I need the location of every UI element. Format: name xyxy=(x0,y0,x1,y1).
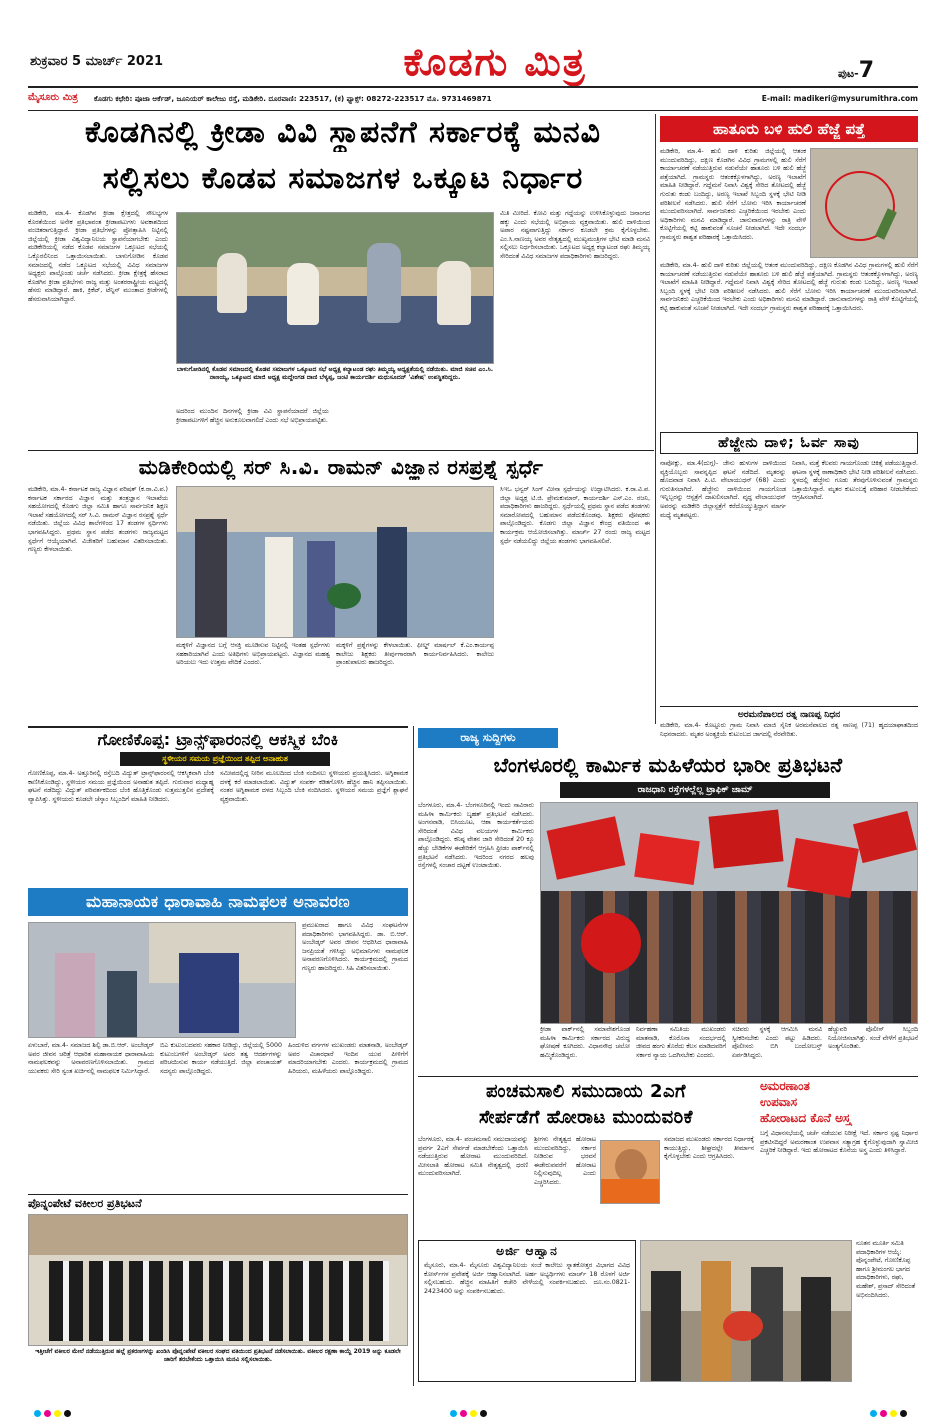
state-news-subhead: ರಾಜಧಾನಿ ರಸ್ತೆಗಳಲ್ಲೆಲ್ಲ ಟ್ರಾಫಿಕ್ ಜಾಮ್ xyxy=(637,785,753,795)
quiz-top-rule xyxy=(28,450,654,451)
page-label: ಪುಟ- xyxy=(838,67,859,80)
panchamasali-headline-1: ಪಂಚಮಸಾಲಿ ಸಮುದಾಯ 2ಎಗೆ xyxy=(485,1081,687,1102)
black-dot xyxy=(900,1410,907,1417)
obituary-rule xyxy=(660,706,918,707)
ponnampet-headline: ಪೊನ್ನಂಪೇಟೆ ವಕೀಲರ ಪ್ರತಿಭಟನೆ xyxy=(28,1197,142,1210)
page-number-label xyxy=(838,58,874,83)
gonikoppa-subhead: ಸ್ಥಳೀಯರ ಸಮಯ ಪ್ರಜ್ಞೆಯಿಂದ ತಪ್ಪಿದ ಅನಾಹುತ xyxy=(162,754,288,763)
masthead-rule-2 xyxy=(28,110,918,111)
ponnampet-rule xyxy=(28,1194,408,1195)
ponnampet-photo xyxy=(28,1214,408,1346)
tiger-body-1: ಮಡಿಕೇರಿ, ಮಾ.4- ಹುಲಿ ದಾಳಿ ಕುರಿತು ಜಿಲ್ಲೆಯಲ್ಲಿ ಆತಂಕ ಮುಂದುವರಿದಿದ್ದು, ದಕ್ಷಿಣ ಕೊಡಗಿನ ವಿವಿಧ ಗ್ರಾಮಗಳಲ್ಲಿ ಹುಲಿ ಸೆರೆಗೆ ಕಾರ್ಯಾಚರಣೆ ನಡೆಯುತ್ತಿರುವ ನಡುವೆಯೇ ಹಾತೂರು ಬಳಿ ಹುಲಿ ಹೆಜ್ಜೆ ಪತ್ತೆಯಾಗಿದೆ. ಗ್ರಾಮಸ್ಥರು ಆತಂಕಕ್ಕೊಳಗಾಗಿದ್ದು, ಅರಣ್ಯ ಇಲಾಖೆಗೆ ಮಾಹಿತಿ ನೀಡಿದ್ದಾರೆ. ಗದ್ದೆಮನೆ ನಿವಾಸಿ ವಿಶ್ವಕ್ಕೆ ಸೇರಿದ ತೋಟದಲ್ಲಿ ಹೆಜ್ಜೆ ಗುರುತು ಕಂಡು ಬಂದಿದ್ದು, ಅರಣ್ಯ ಇಲಾಖೆ ಸಿಬ್ಬಂದಿ ಸ್ಥಳಕ್ಕೆ ಭೇಟಿ ನೀಡಿ ಪರಿಶೀಲನೆ ನಡೆಸಿದರು. ಹುಲಿ ಸೆರೆಗೆ ಬೋನು ಇರಿಸಿ ಕಾರ್ಯಾಚರಣೆ ಮುಂದುವರಿಸಲಾಗಿದೆ. ಸಾರ್ವಜನಿಕರು ಎಚ್ಚರಿಕೆಯಿಂದ ಇರಬೇಕು ಎಂದು ಅಧಿಕಾರಿಗಳು ಮನವಿ ಮಾಡಿದ್ದಾರೆ. ಜಾನುವಾರುಗಳನ್ನು ರಾತ್ರಿ ವೇಳೆ ಕೊಟ್ಟಿಗೆಯಲ್ಲಿ ಕಟ್ಟಿ ಹಾಕುವಂತೆ ಸೂಚನೆ ನೀಡಲಾಗಿದೆ. ಇದೇ ಸಂದರ್ಭ ಗ್ರಾಮಸ್ಥರು ಶಾಶ್ವತ ಪರಿಹಾರಕ್ಕೆ ಒತ್ತಾಯಿಸಿದರು. xyxy=(660,148,806,241)
tiger-body-2: ಮಡಿಕೇರಿ, ಮಾ.4- ಹುಲಿ ದಾಳಿ ಕುರಿತು ಜಿಲ್ಲೆಯಲ್ಲಿ ಆತಂಕ ಮುಂದುವರಿದಿದ್ದು, ದಕ್ಷಿಣ ಕೊಡಗಿನ ವಿವಿಧ ಗ್ರಾಮಗಳಲ್ಲಿ ಹುಲಿ ಸೆರೆಗೆ ಕಾರ್ಯಾಚರಣೆ ನಡೆಯುತ್ತಿರುವ ನಡುವೆಯೇ ಹಾತೂರು ಬಳಿ ಹುಲಿ ಹೆಜ್ಜೆ ಪತ್ತೆಯಾಗಿದೆ. ಗ್ರಾಮಸ್ಥರು ಆತಂಕಕ್ಕೊಳಗಾಗಿದ್ದು, ಅರಣ್ಯ ಇಲಾಖೆಗೆ ಮಾಹಿತಿ ನೀಡಿದ್ದಾರೆ. ಗದ್ದೆಮನೆ ನಿವಾಸಿ ವಿಶ್ವಕ್ಕೆ ಸೇರಿದ ತೋಟದಲ್ಲಿ ಹೆಜ್ಜೆ ಗುರುತು ಕಂಡು ಬಂದಿದ್ದು, ಅರಣ್ಯ ಇಲಾಖೆ ಸಿಬ್ಬಂದಿ ಸ್ಥಳಕ್ಕೆ ಭೇಟಿ ನೀಡಿ ಪರಿಶೀಲನೆ ನಡೆಸಿದರು. ಹುಲಿ ಸೆರೆಗೆ ಬೋನು ಇರಿಸಿ ಕಾರ್ಯಾಚರಣೆ ಮುಂದುವರಿಸಲಾಗಿದೆ. ಸಾರ್ವಜನಿಕರು ಎಚ್ಚರಿಕೆಯಿಂದ ಇರಬೇಕು ಎಂದು ಅಧಿಕಾರಿಗಳು ಮನವಿ ಮಾಡಿದ್ದಾರೆ. ಜಾನುವಾರುಗಳನ್ನು ರಾತ್ರಿ ವೇಳೆ ಕೊಟ್ಟಿಗೆಯಲ್ಲಿ ಕಟ್ಟಿ ಹಾಕುವಂತೆ ಸೂಚನೆ ನೀಡಲಾಗಿದೆ. ಇದೇ ಸಂದರ್ಭ ಗ್ರಾಮಸ್ಥರು ಶಾಶ್ವತ ಪರಿಹಾರಕ್ಕೆ ಒತ್ತಾಯಿಸಿದರು. xyxy=(660,262,918,312)
quiz-body-left: ಮಡಿಕೇರಿ, ಮಾ.4- ಕರ್ನಾಟಕ ರಾಜ್ಯ ವಿಜ್ಞಾನ ಪರಿಷತ್ (ಕ.ರಾ.ವಿ.ಪ.) ಕರ್ನಾಟಕ ಸರ್ಕಾರದ ವಿಜ್ಞಾನ ಮತ್ತು ತಂತ್ರಜ್ಞಾನ ಇಲಾಖೆಯ ಸಹಯೋಗದಲ್ಲಿ ಕೊಡಗು ಜಿಲ್ಲಾ ಸಮಿತಿ ಹಾಗೂ ಸಾರ್ವಜನಿಕ ಶಿಕ್ಷಣ ಇಲಾಖೆ ಸಹಯೋಗದಲ್ಲಿ ಸರ್ ಸಿ.ವಿ. ರಾಮನ್ ವಿಜ್ಞಾನ ರಸಪ್ರಶ್ನೆ ಸ್ಪರ್ಧೆ ನಡೆಯಿತು. ಜಿಲ್ಲೆಯ ವಿವಿಧ ಶಾಲೆಗಳಿಂದ 17 ತಂಡಗಳ ಸ್ಪರ್ಧಿಗಳು ಭಾಗವಹಿಸಿದ್ದರು. ಪ್ರಥಮ ಸ್ಥಾನ ಪಡೆದ ತಂಡಗಳು ರಾಜ್ಯಮಟ್ಟದ ಸ್ಪರ್ಧೆಗೆ ಆಯ್ಕೆಯಾಗಿವೆ. ವಿಜೇತರಿಗೆ ಬಹುಮಾನ ವಿತರಿಸಲಾಯಿತು. ಗಣ್ಯರು ಕೇಳಲಾಯಿತು. xyxy=(28,486,168,554)
gonikoppa-body-left: ಗೋಣಿಕೊಪ್ಪ, ಮಾ.4- ಅತ್ತೂರಿನಲ್ಲಿ ರಸ್ತೆಬದಿ ವಿದ್ಯುತ್ ಟ್ರಾನ್ಸ್‌ಫಾರಂನಲ್ಲಿ ಆಕಸ್ಮಿಕವಾಗಿ ಬೆಂಕಿ ಕಾಣಿಸಿಕೊಂಡಿದ್ದು, ಸ್ಥಳೀಯರ ಸಮಯ ಪ್ರಜ್ಞೆಯಿಂದ ಅನಾಹುತ ತಪ್ಪಿದೆ. ಗುರುವಾರ ಮಧ್ಯಾಹ್ನ ಘಟನೆ ನಡೆದಿದ್ದು ವಿದ್ಯುತ್ ಪರಿವರ್ತಕದಿಂದ ಬೆಂಕಿ ಹೊತ್ತಿಕೊಂಡು ಸುತ್ತಮುತ್ತಲಿನ ಪ್ರದೇಶಕ್ಕೆ ವ್ಯಾಪಿಸಿತ್ತು. ಸ್ಥಳೀಯರು ಕೂಡಲೇ ಚೆಸ್ಕಾಂ ಸಿಬ್ಬಂದಿಗೆ ಮಾಹಿತಿ ನೀಡಿದರು. xyxy=(28,770,214,803)
bee-headline: ಹೆಜ್ಜೇನು ದಾಳಿ; ಓರ್ವ ಸಾವು xyxy=(718,435,860,451)
panchamasali-rule xyxy=(418,1076,918,1077)
masthead-title: ಕೊಡಗು ಮಿತ್ರ xyxy=(403,40,587,84)
lead-photo-caption: ಬಾಳುಗೋಡಿನಲ್ಲಿ ಕೊಡವ ಸಮಾಜದಲ್ಲಿ ಕೊಡವ ಸಮಾಜಗಳ ಒಕ್ಕೂಟದ ಸಭೆ ಅಧ್ಯಕ್ಷ ಕಲ್ಯಾಟಂಡ ರಘು ತಿಮ್ಮಯ್ಯ ಅಧ್ಯಕ್ಷತೆಯಲ್ಲಿ ನಡೆಯಿತು. ಮಾಜಿ ಸಚಿವ ಎಂ.ಸಿ. ನಾಣಯ್ಯ, ಒಕ್ಕೂಟದ ಮಾಜಿ ಅಧ್ಯಕ್ಷ ಮದ್ದೇಂಗಡ ದಾಣಿ ಬೆಳ್ಯಪ್ಪ, ಜಂಟಿ ಕಾರ್ಯದರ್ಶಿ ಮಧುಸೂದನ್ 'ವಿಶೇಷ' ಉಪಸ್ಥಿತರಿದ್ದರು. xyxy=(176,366,494,382)
cyan-dot xyxy=(450,1410,457,1417)
magenta-dot xyxy=(880,1410,887,1417)
address-line: ಕೊಡಗು ಕಛೇರಿ: ಪೂಜಾ ಆರ್ಕೆಡ್, ಜೂನಿಯರ್ ಕಾಲೇಜು ರಸ್ತೆ, ಮಡಿಕೇರಿ. ದೂರವಾಣಿ: 223517, (ಕ) ಫ್ಯಾಕ್ಸ್: 08272-223517 ಮೊ. 9731469871 xyxy=(94,94,492,103)
amarnath-headline-2: ಉಪವಾಸ xyxy=(760,1095,798,1109)
column-divider xyxy=(655,114,656,724)
lead-body-bottom: ಅದರಿಂದ ಮುಂದಿನ ದಿನಗಳಲ್ಲಿ ಕ್ರೀಡಾ ವಿವಿ ಸ್ಥಾಪನೆಯಾದರೆ ಜಿಲ್ಲೆಯ ಕ್ರೀಡಾಪಟುಗಳಿಗೆ ಹೆಚ್ಚಿನ ಅನುಕೂಲವಾಗಲಿದೆ ಎಂದು ಸಭೆ ಅಭಿಪ್ರಾಯಪಟ್ಟಿತು. xyxy=(176,408,329,424)
swamiji-photo xyxy=(600,1140,660,1204)
amarnath-headline-1: ಅಮರಣಾಂತ xyxy=(760,1079,810,1093)
obituary-headline: ಅರಮನೆಪಾಲದ ರತ್ನ ನಾಣಪ್ಪ ನಿಧನ xyxy=(737,710,841,720)
gonikoppa-headline: ಗೋಣಿಕೊಪ್ಪ: ಟ್ರಾನ್ಸ್‌ಫಾರಂನಲ್ಲಿ ಆಕಸ್ಮಿಕ ಬೆಂಕಿ xyxy=(97,730,339,749)
ponnampet-caption: ಇತ್ತೀಚೆಗೆ ವಕೀಲರ ಮೇಲೆ ನಡೆಯುತ್ತಿರುವ ಹಲ್ಲೆ ಪ್ರಕರಣಗಳನ್ನು ಖಂಡಿಸಿ ಪೊನ್ನಂಪೇಟೆ ವಕೀಲರ ಸಂಘದ ವತಿಯಿಂದ ಪ್ರತಿಭಟನೆ ನಡೆಸಲಾಯಿತು. ವಕೀಲರ ರಕ್ಷಣಾ ಕಾಯ್ದೆ 2019 ಅನ್ನು ಕೂಡಲೇ ಜಾರಿಗೆ ತರಬೇಕೆಂದು ಒತ್ತಾಯಿಸಿ ಮನವಿ ಸಲ್ಲಿಸಲಾಯಿತು. xyxy=(35,1348,401,1363)
panchamasali-body-2: ಶ್ರೀಗಳು ನೇತೃತ್ವದ ಹೋರಾಟ ಮುಂದುವರಿದಿದ್ದು, ಸರ್ಕಾರ ನೀಡಿರುವ ಭರವಸೆ ಈಡೇರುವವರೆಗೆ ಹೋರಾಟ ನಿಲ್ಲಿಸುವುದಿಲ್ಲ ಎಂದು ಎಚ್ಚರಿಸಿದರು. xyxy=(534,1136,596,1186)
mahanayaka-body-right: ಹಿಂದುಳಿದ ವರ್ಗಗಳ ಮುಖಂಡರು ಮಾತನಾಡಿ, ಅಂಬೇಡ್ಕರ್ ಅವರ ವಿಚಾರಧಾರೆ ಇಂದಿನ ಯುವ ಪೀಳಿಗೆಗೆ ಮಾದರಿಯಾಗಬೇಕು ಎಂದರು. ಕಾರ್ಯಕ್ರಮದಲ್ಲಿ ಗ್ರಾಮದ ಹಿರಿಯರು, ಮಹಿಳೆಯರು ಪಾಲ್ಗೊಂಡಿದ್ದರು. xyxy=(288,1042,408,1075)
registration-dots-center xyxy=(450,1402,490,1421)
lead-headline-1: ಕೊಡಗಿನಲ್ಲಿ ಕ್ರೀಡಾ ವಿವಿ ಸ್ಥಾಪನೆಗೆ ಸರ್ಕಾರಕ್ಕೆ ಮನವಿ xyxy=(85,115,601,150)
state-news-label: ರಾಜ್ಯ ಸುದ್ದಿಗಳು xyxy=(460,731,516,744)
lead-body-left: ಮಡಿಕೇರಿ, ಮಾ.4- ಕೊಡಗಿನ ಕ್ರೀಡಾ ಕ್ಷೇತ್ರದಲ್ಲಿ ಸೌಲಭ್ಯಗಳ ಕೊರತೆಯಿಂದ ಅನೇಕ ಪ್ರತಿಭಾವಂತ ಕ್ರೀಡಾಪಟುಗಳು ಅವಕಾಶದಿಂದ ವಂಚಿತರಾಗುತ್ತಿದ್ದಾರೆ. ಕ್ರೀಡಾ ಪ್ರತಿಭೆಗಳನ್ನು ಪ್ರೋತ್ಸಾಹಿಸಿ ನಿಟ್ಟಿನಲ್ಲಿ ಜಿಲ್ಲೆಯಲ್ಲಿ ಕ್ರೀಡಾ ವಿಶ್ವವಿದ್ಯಾನಿಲಯ ಸ್ಥಾಪನೆಯಾಗಬೇಕು ಎಂದು ಮಡಿಕೇರಿಯಲ್ಲಿ ನಡೆದ ಕೊಡವ ಸಮಾಜಗಳ ಒಕ್ಕೂಟದ ಸಭೆಯಲ್ಲಿ ಒಕ್ಕೊರಲಿನಿಂದ ಒತ್ತಾಯಿಸಲಾಯಿತು. ಬಾಳುಗೋಡಿನ ಕೊಡವ ಸಮಾಜದಲ್ಲಿ ನಡೆದ ಒಕ್ಕೂಟದ ಸಭೆಯಲ್ಲಿ ವಿವಿಧ ಸಮಾಜಗಳ ಅಧ್ಯಕ್ಷರು ಪಾಲ್ಗೊಂಡು ಚರ್ಚೆ ನಡೆಸಿದರು. ಕ್ರೀಡಾ ಕ್ಷೇತ್ರಕ್ಕೆ ಹೆಸರಾದ ಕೊಡಗಿನ ಕ್ರೀಡಾ ಪ್ರತಿಭೆಗಳು ರಾಜ್ಯ ಮತ್ತು ಅಂತರರಾಷ್ಟ್ರೀಯ ಮಟ್ಟದಲ್ಲಿ ಹೆಸರು ಮಾಡಿದ್ದಾರೆ. ಹಾಕಿ, ಕ್ರಿಕೆಟ್, ಟೆನ್ನಿಸ್ ಮುಂತಾದ ಕ್ರೀಡೆಗಳಲ್ಲಿ ಹೆಸರುವಾಸಿಯಾಗಿದ್ದಾರೆ. xyxy=(28,210,168,303)
yellow-dot xyxy=(54,1410,61,1417)
yellow-dot xyxy=(890,1410,897,1417)
state-news-body-left: ಬೆಂಗಳೂರು, ಮಾ.4- ಬೆಂಗಳೂರಿನಲ್ಲಿ ಇಂದು ಸಾವಿರಾರು ಮಹಿಳಾ ಕಾರ್ಮಿಕರು ಬೃಹತ್ ಪ್ರತಿಭಟನೆ ನಡೆಸಿದರು. ಅಂಗನವಾಡಿ, ಬಿಸಿಯೂಟ, ಆಶಾ ಕಾರ್ಯಕರ್ತೆಯರು ಸೇರಿದಂತೆ ವಿವಿಧ ವಲಯಗಳ ಕಾರ್ಮಿಕರು ಪಾಲ್ಗೊಂಡಿದ್ದರು. ಕನಿಷ್ಠ ವೇತನ ಜಾರಿ ಸೇರಿದಂತೆ 20 ಕ್ಕೂ ಹೆಚ್ಚು ಬೇಡಿಕೆಗಳ ಈಡೇರಿಕೆಗೆ ಆಗ್ರಹಿಸಿ ಫ್ರೀಡಂ ಪಾರ್ಕ್‌ನಲ್ಲಿ ಪ್ರತಿಭಟನೆ ನಡೆಸಿದರು. ಇದರಿಂದ ನಗರದ ಹಲವು ರಸ್ತೆಗಳಲ್ಲಿ ಸಂಚಾರ ದಟ್ಟಣೆ ಉಂಟಾಯಿತು. xyxy=(418,802,534,870)
state-news-body-b1: ಕ್ರೀಡಾ ಪಾರ್ಕ್‌ನಲ್ಲಿ ಸಮಾವೇಶಗೊಂಡ ಮಹಿಳಾ ಕಾರ್ಮಿಕರು ಸರ್ಕಾರದ ವಿರುದ್ಧ ಘೋಷಣೆ ಕೂಗಿದರು. ವಿಧಾನಸೌಧ ಚಲೋ ಹಮ್ಮಿಕೊಂಡಿದ್ದರು. xyxy=(540,1026,630,1059)
cyan-dot xyxy=(34,1410,41,1417)
black-dot xyxy=(64,1410,71,1417)
obituary-body: ಮಡಿಕೇರಿ, ಮಾ.4- ಕೊಟ್ಟೂರು ಗ್ರಾಮ ನಿವಾಸಿ ಮಾಜಿ ಸೈನಿಕ ಅರಮನೆಪಾಲದ ರತ್ನ ನಾಣಪ್ಪ (71) ಹೃದಯಾಘಾತದಿಂದ ನಿಧನರಾದರು. ಮೃತರ ಅಂತ್ಯಕ್ರಿಯೆ ಕುಟುಂಬದ ಜಾಗದಲ್ಲಿ ನೆರವೇರಿತು. xyxy=(660,722,918,738)
mahanayaka-body-left: ಏಳುಬಾರೆ, ಮಾ.4- ಸಮಾಜದ ಶಿಲ್ಪಿ ಡಾ.ಬಿ.ಆರ್. ಅಂಬೇಡ್ಕರ್ ಅವರ ಜೀವನ ಚರಿತ್ರೆ ಆಧಾರಿತ ಮಹಾನಾಯಕ ಧಾರಾವಾಹಿಯ ನಾಮಫಲಕವನ್ನು ಅನಾವರಣಗೊಳಿಸಲಾಯಿತು. ಗ್ರಾಮದ ಯುವಕರು ಸೇರಿ ಸ್ವಂತ ಖರ್ಚಿನಲ್ಲಿ ನಾಮಫಲಕ ನಿರ್ಮಿಸಿದ್ದಾರೆ. xyxy=(28,1042,154,1075)
bee-body-left: ನಾಪೋಕ್ಲು, ಮಾ.4(ದುಗ್ಗ)- ಜೇನು ಹುಳುಗಳ ದಾಳಿಯಿಂದ ವ್ಯಕ್ತಿಯೊಬ್ಬರು ಸಾವನ್ನಪ್ಪಿದ ಘಟನೆ ನಡೆದಿದೆ. ಮೃತರನ್ನು ಹೊದವಾಡ ನಿವಾಸಿ ಪಿ.ಟಿ. ವೇಲಾಯುಧನ್ (68) ಎಂದು ಗುರುತಿಸಲಾಗಿದೆ. ಹೆಜ್ಜೇನು ದಾಳಿಯಿಂದ ಗಾಯಗೊಂಡ ಇನ್ನಿಬ್ಬರನ್ನು ಆಸ್ಪತ್ರೆಗೆ ದಾಖಲಿಸಲಾಗಿದೆ. ವೃದ್ಧ ವೇಲಾಯುಧನ್ ಅವರನ್ನು ಮಡಿಕೇರಿ ಜಿಲ್ಲಾಸ್ಪತ್ರೆಗೆ ಕರೆದೊಯ್ಯುತ್ತಿದ್ದಾಗ ಮಾರ್ಗ ಮಧ್ಯೆ ಮೃತಪಟ್ಟರು. xyxy=(660,460,786,519)
tiger-pawprint-photo xyxy=(810,148,918,258)
yellow-dot xyxy=(470,1410,477,1417)
state-news-body-b4: ಹೆಚ್ಚುವರಿ ಪೊಲೀಸ್ ಸಿಬ್ಬಂದಿ ನಿಯೋಜಿಸಲಾಗಿತ್ತು. ಸಂಜೆ ವೇಳೆಗೆ ಪ್ರತಿಭಟನೆ ಅಂತ್ಯಗೊಂಡಿತು. xyxy=(828,1026,918,1051)
state-news-body-b3: ಸಚಿವರು ಸ್ಥಳಕ್ಕೆ ಆಗಮಿಸಿ ಮನವಿ ಸ್ವೀಕರಿಸಬೇಕು ಎಂದು ಪಟ್ಟು ಹಿಡಿದರು. ಪೊಲೀಸರು ಬಿಗಿ ಬಂದೋಬಸ್ತ್ ಏರ್ಪಡಿಸಿದ್ದರು. xyxy=(732,1026,822,1059)
lead-headline-2: ಸಲ್ಲಿಸಲು ಕೊಡವ ಸಮಾಜಗಳ ಒಕ್ಕೂಟ ನಿರ್ಧಾರ xyxy=(102,161,584,196)
quiz-body-mid-1: ಮಕ್ಕಳಿಗೆ ವಿಜ್ಞಾನದ ಬಗ್ಗೆ ಆಸಕ್ತಿ ಮೂಡಿಸುವ ನಿಟ್ಟಿನಲ್ಲಿ ಇಂತಹ ಸ್ಪರ್ಧೆಗಳು ಸಹಕಾರಿಯಾಗಿವೆ ಎಂದು ಅತಿಥಿಗಳು ಅಭಿಪ್ರಾಯಪಟ್ಟರು. ವಿಜ್ಞಾನದ ಮಹತ್ವ ಅರಿಯಲು ಇದು ಉತ್ತಮ ವೇದಿಕೆ ಎಂದರು. xyxy=(176,642,330,667)
mahanayaka-photo xyxy=(28,922,296,1038)
magenta-dot xyxy=(460,1410,467,1417)
lead-photo xyxy=(176,212,494,364)
magenta-dot xyxy=(44,1410,51,1417)
brand-label: ಮೈಸೂರು ಮಿತ್ರ xyxy=(28,92,78,103)
invite-body: ಮೈಸೂರು, ಮಾ.4- ಮೈಸೂರು ವಿಶ್ವವಿದ್ಯಾನಿಲಯ ಸಂಜೆ ಕಾಲೇಜು ಸ್ನಾತಕೋತ್ತರ ವಿಭಾಗದ ವಿವಿಧ ಕೋರ್ಸ್‌ಗಳ ಪ್ರವೇಶಕ್ಕೆ ಅರ್ಜಿ ಆಹ್ವಾನಿಸಲಾಗಿದೆ. ಅರ್ಹ ಅಭ್ಯರ್ಥಿಗಳು ಮಾರ್ಚ್ 18 ರೊಳಗೆ ಅರ್ಜಿ ಸಲ್ಲಿಸಬಹುದು. ಹೆಚ್ಚಿನ ಮಾಹಿತಿಗೆ ಕಚೇರಿ ವೇಳೆಯಲ್ಲಿ ಸಂಪರ್ಕಿಸಬಹುದು. ದೂ.ಸಂ.0821-2423400 ಅನ್ನು ಸಂಪರ್ಕಿಸಬಹುದು. xyxy=(424,1262,630,1295)
masthead-strip xyxy=(28,91,918,109)
quiz-body-right: ಸಿಇಒ ಭನ್ವರ್ ಸಿಂಗ್ ಮೀನಾ ಸ್ಪರ್ಧೆಯನ್ನು ಉದ್ಘಾಟಿಸಿದರು. ಕ.ರಾ.ವಿ.ಪ. ಜಿಲ್ಲಾ ಅಧ್ಯಕ್ಷ ಟಿ.ಜಿ. ಪ್ರೇಮಕುಮಾರ್, ಕಾರ್ಯದರ್ಶಿ ಎಸ್.ಎಂ. ರಜನಿ, ಪದಾಧಿಕಾರಿಗಳು ಹಾಜರಿದ್ದರು. ಸ್ಪರ್ಧೆಯಲ್ಲಿ ಪ್ರಥಮ ಸ್ಥಾನ ಪಡೆದ ತಂಡಗಳು ಸಮಾರೋಪದಲ್ಲಿ ಬಹುಮಾನ ಪಡೆದುಕೊಂಡವು. ಶಿಕ್ಷಕರು ಪೋಷಕರು ಪಾಲ್ಗೊಂಡಿದ್ದರು. ಕೊಡಗು ಜಿಲ್ಲಾ ವಿಜ್ಞಾನ ಕೇಂದ್ರ ವತಿಯಿಂದ ಈ ಕಾರ್ಯಕ್ರಮ ಆಯೋಜಿಸಲಾಗಿತ್ತು. ಮಾರ್ಚ್ 27 ರಂದು ರಾಜ್ಯ ಮಟ್ಟದ ಸ್ಪರ್ಧೆ ನಡೆಯಲಿದ್ದು ಜಿಲ್ಲೆಯ ತಂಡಗಳು ಭಾಗವಹಿಸಲಿವೆ. xyxy=(500,486,650,545)
column-divider-2 xyxy=(413,726,414,1386)
registration-dots-left xyxy=(34,1402,74,1421)
panchamasali-body-3: ಸಮಾಜದ ಮುಖಂಡರು ಸರ್ಕಾರದ ನಿರ್ಧಾರಕ್ಕೆ ಕಾಯುತ್ತಿದ್ದು, ಶೀಘ್ರದಲ್ಲೇ ತೀರ್ಮಾನ ಕೈಗೊಳ್ಳಬೇಕು ಎಂದು ಆಗ್ರಹಿಸಿದರು. xyxy=(664,1136,754,1161)
amarnath-body: ಬಗ್ಗೆ ವಿಧಾನಸಭೆಯಲ್ಲಿ ಚರ್ಚೆ ನಡೆಯುವ ನಿರೀಕ್ಷೆ ಇದೆ. ಸರ್ಕಾರ ಸ್ಪಷ್ಟ ನಿರ್ಧಾರ ಪ್ರಕಟಿಸದಿದ್ದರೆ ಅಮರಣಾಂತ ಉಪವಾಸ ಸತ್ಯಾಗ್ರಹ ಕೈಗೊಳ್ಳುವುದಾಗಿ ಸ್ವಾಮೀಜಿ ಎಚ್ಚರಿಕೆ ನೀಡಿದ್ದಾರೆ. ಇದು ಹೋರಾಟದ ಕೊನೆಯ ಅಸ್ತ್ರ ಎಂದು ತಿಳಿಸಿದ್ದಾರೆ. xyxy=(760,1130,918,1155)
masthead-date: ಶುಕ್ರವಾರ 5 ಮಾರ್ಚ್ 2021 xyxy=(30,54,164,69)
state-news-body-b2: ನಿರ್ವಹಣಾ ಸಮಿತಿಯ ಮುಖಂಡರು ಮಾತನಾಡಿ, ಕೊರೊನಾ ಸಂದರ್ಭದಲ್ಲಿ ಜೀವದ ಹಂಗು ತೊರೆದು ಕೆಲಸ ಮಾಡಿದವರಿಗೆ ಸರ್ಕಾರ ನ್ಯಾಯ ಒದಗಿಸಬೇಕು ಎಂದರು. xyxy=(636,1026,726,1059)
gonikoppa-body-right: ಸಮೀಪದಲ್ಲಿದ್ದ ನೀರಿನ ಮೂಲದಿಂದ ಬೆಂಕಿ ನಂದಿಸಲು ಸ್ಥಳೀಯರು ಪ್ರಯತ್ನಿಸಿದರು. ಅಗ್ನಿಶಾಮಕ ದಳಕ್ಕೆ ಕರೆ ಮಾಡಲಾಯಿತು. ವಿದ್ಯುತ್ ಸಂಪರ್ಕ ಕಡಿತಗೊಳಿಸಿ ಹೆಚ್ಚಿನ ಹಾನಿ ತಪ್ಪಿಸಲಾಯಿತು. ನಂತರ ಅಗ್ನಿಶಾಮಕ ದಳದ ಸಿಬ್ಬಂದಿ ಬೆಂಕಿ ನಂದಿಸಿದರು. ಸ್ಥಳೀಯರ ಸಮಯ ಪ್ರಜ್ಞೆಗೆ ಶ್ಲಾಘನೆ ವ್ಯಕ್ತವಾಯಿತು. xyxy=(220,770,408,803)
quiz-headline: ಮಡಿಕೇರಿಯಲ್ಲಿ ಸರ್ ಸಿ.ವಿ. ರಾಮನ್ ವಿಜ್ಞಾನ ರಸಪ್ರಶ್ನೆ ಸ್ಪರ್ಧೆ xyxy=(138,455,544,479)
protest-photo xyxy=(540,802,918,1024)
registration-dots-right xyxy=(870,1402,910,1421)
black-dot xyxy=(480,1410,487,1417)
state-news-headline: ಬೆಂಗಳೂರಲ್ಲಿ ಕಾರ್ಮಿಕ ಮಹಿಳೆಯರ ಭಾರೀ ಪ್ರತಿಭಟನೆ xyxy=(493,753,843,777)
felicitation-note: ನೂತನ ಮೂರ್ತಿ ಸಮಿತಿ ಪದಾಧಿಕಾರಿಗಳ ಆಯ್ಕೆ: ಪೊನ್ನಂಪೇಟೆ, ಗೋಣಿಕೊಪ್ಪ ಹಾಗೂ ಶ್ರೀಮಂಗಲ ಭಾಗದ ಪದಾಧಿಕಾರಿಗಳು, ರಘು, ಮಹೇಶ್, ಪ್ರಸಾದ್ ಸೇರಿದಂತೆ ಅಭಿನಂದಿಸಿದರು. xyxy=(856,1240,916,1299)
lead-body-right: ಮಿತಿ ಮೀರಿದೆ. ಕೋವಿ ಮತ್ತು ಗದ್ದೆಯನ್ನು ಉಳಿಸಿಕೊಳ್ಳುವುದು ಜನಾಂಗದ ಹಕ್ಕು ಎಂದು ಸಭೆಯಲ್ಲಿ ಅಭಿಪ್ರಾಯ ವ್ಯಕ್ತವಾಯಿತು. ಹುಲಿ ದಾಳಿಯಿಂದ ಅಪಾರ ನಷ್ಟವಾಗುತ್ತಿದ್ದು ಸರ್ಕಾರ ಕೂಡಲೇ ಕ್ರಮ ಕೈಗೊಳ್ಳಬೇಕು. ಎಂ.ಸಿ.ನಾಣಯ್ಯ ಅವರ ನೇತೃತ್ವದಲ್ಲಿ ಮುಖ್ಯಮಂತ್ರಿಗಳ ಭೇಟಿ ಮಾಡಿ ಮನವಿ ಸಲ್ಲಿಸಲು ನಿರ್ಧರಿಸಲಾಯಿತು. ಒಕ್ಕೂಟದ ಅಧ್ಯಕ್ಷ ಕಲ್ಯಾಟಂಡ ರಘು ತಿಮ್ಮಯ್ಯ ಸೇರಿದಂತೆ ವಿವಿಧ ಸಮಾಜಗಳ ಪದಾಧಿಕಾರಿಗಳು ಹಾಜರಿದ್ದರು. xyxy=(500,210,650,260)
bee-body-right: ನಿವಾಸಿ, ಮತ್ತೆ ಕೆಲವರು ಗಾಯಗೊಂಡು ಚಿಕಿತ್ಸೆ ಪಡೆಯುತ್ತಿದ್ದಾರೆ. ಘಟನಾ ಸ್ಥಳಕ್ಕೆ ಠಾಣಾಧಿಕಾರಿ ಭೇಟಿ ನೀಡಿ ಪರಿಶೀಲನೆ ನಡೆಸಿದರು. ಸ್ಥಳದಲ್ಲಿ ಹೆಜ್ಜೇನು ಗೂಡು ತೆರವುಗೊಳಿಸುವಂತೆ ಗ್ರಾಮಸ್ಥರು ಒತ್ತಾಯಿಸಿದ್ದಾರೆ. ಮೃತರ ಕುಟುಂಬಕ್ಕೆ ಪರಿಹಾರ ನೀಡಬೇಕೆಂದು ಆಗ್ರಹಿಸಲಾಗಿದೆ. xyxy=(792,460,918,502)
tiger-headline: ಹಾತೂರು ಬಳಿ ಹುಲಿ ಹೆಜ್ಜೆ ಪತ್ತೆ xyxy=(660,116,918,142)
panchamasali-headline-2: ಸೇರ್ಪಡೆಗೆ ಹೋರಾಟ ಮುಂದುವರಿಕೆ xyxy=(478,1107,694,1128)
invite-headline: ಅರ್ಜಿ ಆಹ್ವಾನ xyxy=(496,1244,558,1258)
felicitation-photo xyxy=(640,1240,852,1382)
gonikoppa-rule xyxy=(28,726,408,728)
page-number: 7 xyxy=(858,58,875,83)
email-line: E-mail: madikeri@mysurumithra.com xyxy=(761,94,918,103)
amarnath-headline-3: ಹೋರಾಟದ ಕೊನೆ ಅಸ್ತ್ರ xyxy=(760,1111,851,1125)
quiz-body-mid-2: ಮಕ್ಕಳಿಗೆ ಪ್ರಶ್ನೆಗಳನ್ನು ಕೇಳಲಾಯಿತು. ಫೀಲ್ಡ್ ಮಾರ್ಷಲ್ ಕೆ.ಎಂ.ಕಾರ್ಯಪ್ಪ ಕಾಲೇಜು ಶಿಕ್ಷಕರು ತೀರ್ಪುಗಾರರಾಗಿ ಕಾರ್ಯನಿರ್ವಹಿಸಿದರು. ಕಾಲೇಜು ಪ್ರಾಂಶುಪಾಲರು ಹಾಜರಿದ್ದರು. xyxy=(336,642,494,667)
mahanayaka-body-top: ಪ್ರಮುಖರಾದ ಹಾಗೂ ವಿವಿಧ ಸಂಘಟನೆಗಳ ಪದಾಧಿಕಾರಿಗಳು ಭಾಗವಹಿಸಿದ್ದರು. ಡಾ. ಬಿ.ಆರ್. ಅಂಬೇಡ್ಕರ್ ಅವರ ಜೀವನ ಆಧರಿಸಿದ ಧಾರಾವಾಹಿ ಜನಪ್ರಿಯತೆ ಗಳಿಸಿದ್ದು ಅಭಿಮಾನಿಗಳು ನಾಮಫಲಕ ಅನಾವರಣಗೊಳಿಸಿದರು. ಕಾರ್ಯಕ್ರಮದಲ್ಲಿ ಗ್ರಾಮದ ಗಣ್ಯರು ಹಾಜರಿದ್ದರು. ಸಿಹಿ ವಿತರಿಸಲಾಯಿತು. xyxy=(302,922,408,972)
cyan-dot xyxy=(870,1410,877,1417)
mahanayaka-body-mid: ಬಿಎ ಕುಟುಂಬದವರು ಸಹಕಾರ ನೀಡಿದ್ದು, ಜಿಲ್ಲೆಯಲ್ಲಿ 5000 ಕುಟುಂಬಗಳಿಗೆ ಅಂಬೇಡ್ಕರ್ ಅವರ ತತ್ವ ಆದರ್ಶಗಳನ್ನು ಪರಿಚಯಿಸುವ ಕಾರ್ಯ ನಡೆಯುತ್ತಿದೆ. ಜಿಲ್ಲಾ ಪಂಚಾಯತ್ ಸದಸ್ಯರು ಪಾಲ್ಗೊಂಡಿದ್ದರು. xyxy=(160,1042,282,1075)
panchamasali-body-1: ಬೆಂಗಳೂರು, ಮಾ.4- ಪಂಚಮಸಾಲಿ ಸಮುದಾಯವನ್ನು ಪ್ರವರ್ಗ 2ಎಗೆ ಸೇರ್ಪಡೆ ಮಾಡಬೇಕೆಂದು ಒತ್ತಾಯಿಸಿ ನಡೆಯುತ್ತಿರುವ ಹೋರಾಟ ಮುಂದುವರಿದಿದೆ. ಮೀಸಲಾತಿ ಹೋರಾಟ ಸಮಿತಿ ನೇತೃತ್ವದಲ್ಲಿ ಧರಣಿ ಮುಂದುವರಿಸಲಾಗಿದೆ. xyxy=(418,1136,528,1178)
masthead-rule xyxy=(28,86,918,88)
mahanayaka-headline: ಮಹಾನಾಯಕ ಧಾರಾವಾಹಿ ನಾಮಫಲಕ ಅನಾವರಣ xyxy=(86,892,350,911)
quiz-photo xyxy=(176,486,494,638)
